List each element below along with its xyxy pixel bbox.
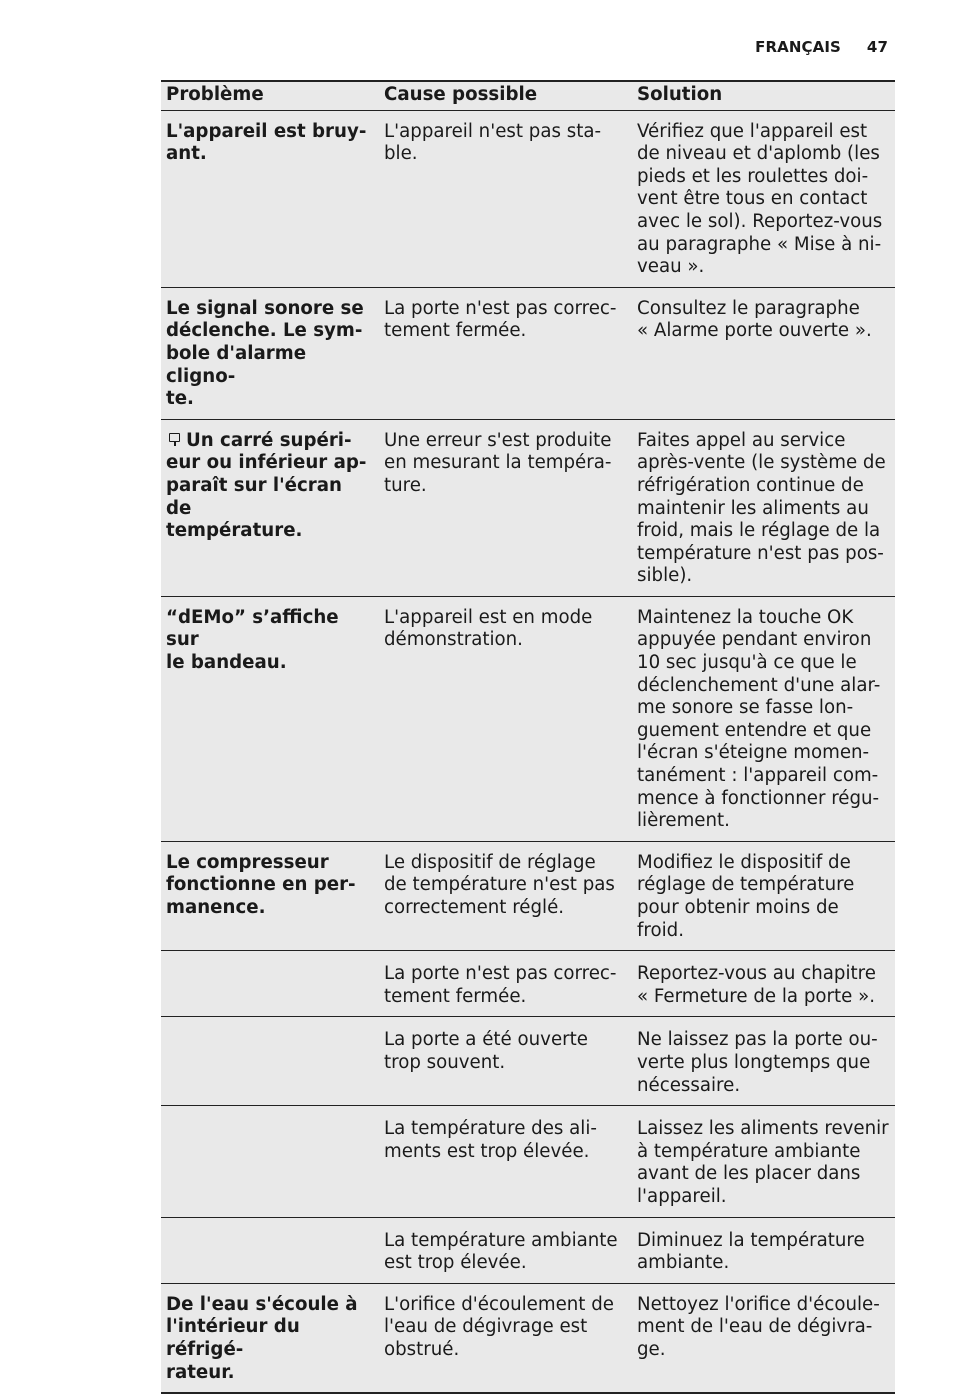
problem-cell-line: Le signal sonore se — [166, 297, 364, 319]
cause-cell-line: tement fermée. — [384, 320, 527, 342]
solution-cell-line: après-vente (le système de — [637, 452, 886, 474]
troubleshooting-table — [161, 80, 895, 1394]
page-number: 47 — [866, 38, 888, 56]
table-body — [161, 110, 895, 1393]
cause-cell-line: est trop élevée. — [384, 1252, 527, 1274]
column-header-solution: Solution — [637, 84, 723, 105]
section-label: FRANÇAIS — [755, 38, 841, 56]
problem-cell — [161, 951, 379, 1017]
solution-cell-line: au paragraphe « Mise à ni- — [637, 233, 882, 255]
solution-cell — [632, 841, 895, 950]
cause-cell-line: Une erreur s'est produite — [384, 429, 612, 451]
solution-cell-line: ge. — [637, 1338, 666, 1360]
solution-cell-line: maintenir les aliments au — [637, 497, 869, 519]
cause-cell-line: correctement réglé. — [384, 897, 565, 918]
problem-cell-line: Le compresseur — [166, 851, 329, 873]
problem-cell — [161, 1017, 379, 1106]
solution-cell-line: Nettoyez l'orifice d'écoule- — [637, 1293, 880, 1315]
problem-cell-line: l'intérieur du réfrigé- — [166, 1316, 300, 1360]
solution-cell — [632, 596, 895, 841]
cause-cell — [379, 596, 632, 841]
cause-cell-line: ments est trop élevée. — [384, 1140, 590, 1162]
cause-cell-line: La porte n'est pas correc- — [384, 963, 617, 985]
problem-cell — [161, 419, 379, 596]
cause-cell — [379, 287, 632, 419]
solution-cell-line: froid. — [637, 919, 684, 941]
problem-cell-line: fonctionne en per- — [166, 874, 356, 896]
solution-cell-line: Diminuez la température — [637, 1229, 865, 1251]
solution-cell-line: tanément : l'appareil com- — [637, 765, 879, 787]
solution-cell-line: Maintenez la touche OK — [637, 606, 854, 628]
solution-cell — [632, 1217, 895, 1283]
problem-cell — [161, 1283, 379, 1393]
cause-cell-line: L'orifice d'écoulement de — [384, 1293, 614, 1315]
cause-cell — [379, 110, 632, 287]
solution-cell-line: pour obtenir moins de — [637, 897, 839, 918]
table-row — [161, 951, 895, 1017]
column-header-problem: Problème — [166, 84, 264, 105]
cause-cell-line: obstrué. — [384, 1338, 460, 1360]
table-row — [161, 1283, 895, 1393]
problem-cell-line: température. — [166, 520, 303, 542]
cause-cell-line: ture. — [384, 474, 427, 496]
cause-cell — [379, 1283, 632, 1393]
solution-cell-line: réglage de température — [637, 874, 855, 896]
problem-cell — [161, 1217, 379, 1283]
problem-cell — [161, 110, 379, 287]
solution-cell — [632, 110, 895, 287]
cause-cell-line: La température ambiante — [384, 1229, 618, 1251]
problem-cell-line: eur ou inférieur ap- — [166, 452, 367, 474]
table-row — [161, 841, 895, 950]
problem-cell-line: te. — [166, 388, 194, 410]
problem-cell-line: bole d'alarme cligno- — [166, 342, 307, 387]
solution-cell-line: Ne laissez pas la porte ou- — [637, 1029, 878, 1051]
solution-cell-line: Laissez les aliments revenir — [637, 1118, 889, 1140]
problem-cell-line: déclenche. Le sym- — [166, 320, 363, 342]
problem-cell-line: “dEMo” s’affiche sur — [166, 606, 339, 651]
solution-cell-line: lièrement. — [637, 810, 730, 832]
problem-cell-line: Un carré supéri- — [186, 429, 352, 451]
cause-cell-line: L'appareil est en mode — [384, 606, 593, 628]
solution-cell-line: ambiante. — [637, 1252, 730, 1274]
cause-cell-line: de température n'est pas — [384, 874, 615, 896]
solution-cell-line: à température ambiante — [637, 1140, 861, 1162]
solution-cell-line: verte plus longtemps que — [637, 1051, 871, 1073]
solution-cell-line: veau ». — [637, 256, 705, 278]
solution-cell-line: sible). — [637, 565, 693, 587]
cause-cell-line: La température des ali- — [384, 1118, 597, 1140]
solution-cell-line: 10 sec jusqu'à ce que le — [637, 652, 857, 674]
problem-cell-line: rateur. — [166, 1361, 235, 1383]
solution-cell-line: l'écran s'éteigne momen- — [637, 742, 870, 764]
problem-cell-line: paraît sur l'écran de — [166, 474, 342, 519]
solution-cell-line: « Alarme porte ouverte ». — [637, 320, 872, 342]
solution-cell-line: avant de les placer dans — [637, 1163, 861, 1185]
table-row — [161, 1106, 895, 1217]
solution-cell — [632, 419, 895, 596]
table-row — [161, 419, 895, 596]
cause-cell — [379, 1017, 632, 1106]
solution-cell-line: appuyée pendant environ — [637, 629, 872, 651]
problem-cell — [161, 287, 379, 419]
solution-cell-line: me sonore se fasse lon- — [637, 697, 854, 719]
solution-cell-line: « Fermeture de la porte ». — [637, 985, 875, 1007]
solution-cell-line: Vérifiez que l'appareil est — [637, 120, 868, 142]
cause-cell — [379, 951, 632, 1017]
table-row — [161, 1017, 895, 1106]
solution-cell-line: froid, mais le réglage de la — [637, 520, 881, 542]
solution-cell — [632, 1017, 895, 1106]
solution-cell-line: température n'est pas pos- — [637, 542, 884, 564]
solution-cell-line: mence à fonctionner régu- — [637, 787, 880, 809]
problem-cell-line: le bandeau. — [166, 652, 287, 674]
cause-cell-line: La porte a été ouverte — [384, 1029, 588, 1051]
solution-cell — [632, 287, 895, 419]
problem-cell — [161, 1106, 379, 1217]
cause-cell-line: en mesurant la tempéra- — [384, 452, 612, 474]
solution-cell-line: Faites appel au service — [637, 429, 846, 451]
solution-cell-line: ment de l'eau de dégivra- — [637, 1316, 873, 1338]
cause-cell — [379, 419, 632, 596]
solution-cell-line: avec le sol). Reportez-vous — [637, 210, 883, 232]
solution-cell-line: de niveau et d'aplomb (les — [637, 143, 880, 165]
table-row — [161, 1217, 895, 1283]
cause-cell-line: Le dispositif de réglage — [384, 851, 596, 873]
solution-cell-line: guement entendre et que — [637, 719, 872, 741]
solution-cell-line: pieds et les roulettes doi- — [637, 165, 869, 187]
problem-cell — [161, 596, 379, 841]
solution-cell — [632, 951, 895, 1017]
problem-cell-line: L'appareil est bruy- — [166, 120, 367, 142]
problem-cell-line: manence. — [166, 897, 266, 918]
problem-cell-line: De l'eau s'écoule à — [166, 1293, 358, 1315]
problem-cell-line: ant. — [166, 143, 207, 165]
temperature-display-icon — [169, 433, 180, 445]
solution-cell-line: déclenchement d'une alar- — [637, 674, 881, 696]
solution-cell-line: vent être tous en contact — [637, 188, 868, 210]
cause-cell — [379, 841, 632, 950]
column-header-cause: Cause possible — [384, 84, 538, 105]
cause-cell-line: L'appareil n'est pas sta- — [384, 120, 602, 142]
page-header — [755, 38, 888, 56]
table-header-row — [161, 81, 895, 110]
solution-cell — [632, 1106, 895, 1217]
cause-cell-line: tement fermée. — [384, 985, 527, 1007]
solution-cell-line: Consultez le paragraphe — [637, 297, 860, 319]
table-row — [161, 287, 895, 419]
cause-cell-line: trop souvent. — [384, 1051, 506, 1073]
cause-cell-line: l'eau de dégivrage est — [384, 1316, 588, 1338]
solution-cell-line: réfrigération continue de — [637, 474, 864, 496]
solution-cell-line: Modifiez le dispositif de — [637, 851, 851, 873]
cause-cell — [379, 1106, 632, 1217]
solution-cell-line: nécessaire. — [637, 1074, 741, 1096]
solution-cell-line: Reportez-vous au chapitre — [637, 963, 876, 985]
solution-cell — [632, 1283, 895, 1393]
cause-cell-line: ble. — [384, 143, 418, 165]
cause-cell-line: démonstration. — [384, 629, 523, 651]
cause-cell — [379, 1217, 632, 1283]
table-row — [161, 596, 895, 841]
solution-cell-line: l'appareil. — [637, 1185, 727, 1207]
problem-cell — [161, 841, 379, 950]
cause-cell-line: La porte n'est pas correc- — [384, 297, 617, 319]
table-row — [161, 110, 895, 287]
